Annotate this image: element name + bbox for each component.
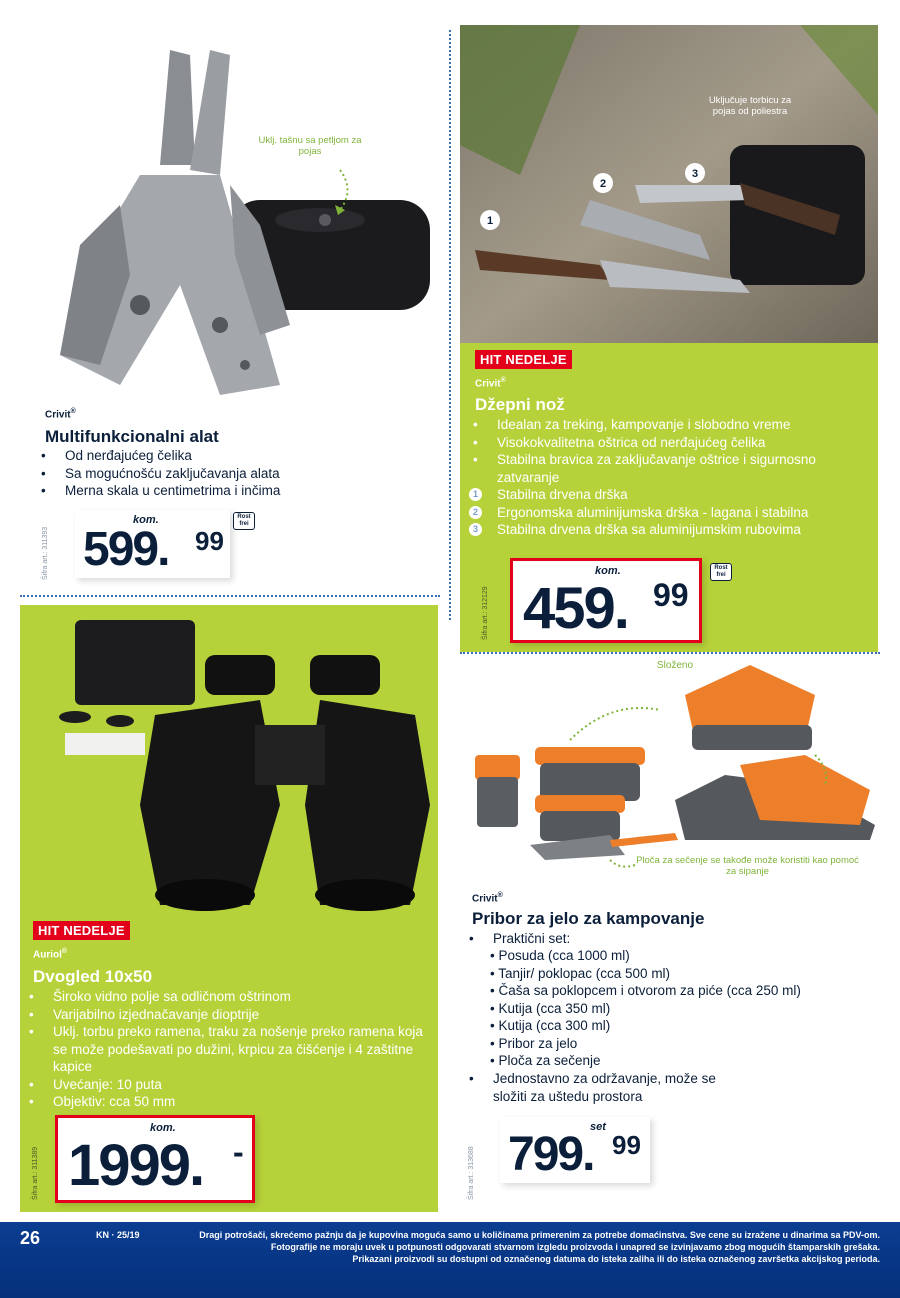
disclaimer-line: Prikazani proizvodi su dostupni od označenog datuma do isteka zaliha ili do isteka označenog završetka akcijskog perioda. <box>352 1254 880 1264</box>
binoculars-title: Dvogled 10x50 <box>33 967 153 986</box>
feature-item: • Uklj. torbu preko ramena, traku za nošenje preko ramena koja se može podešavati po dužini, krpicu za čišćenje i 4 zaštitne kapice <box>25 1023 425 1076</box>
cutlery-image <box>460 655 878 880</box>
price-main: 599. <box>83 523 169 576</box>
price-cents: - <box>233 1134 244 1170</box>
horizontal-separator <box>20 595 440 597</box>
cutlery-item: • Tanjir/ poklopac (cca 500 ml) <box>490 965 671 981</box>
rost-frei-badge: Rost frei <box>710 563 732 581</box>
numbered-feature-3: 3 Stabilna drvena drška sa aluminijumskim rubovima <box>469 521 869 539</box>
feature-item: • Merna skala u centimetrima i inčima <box>37 482 437 500</box>
price-unit: kom. <box>150 1122 176 1134</box>
knife-panel <box>460 25 878 652</box>
cutlery-item: • Kutija (cca 300 ml) <box>490 1018 611 1033</box>
multitool-image <box>20 25 440 405</box>
price-main: 799. <box>508 1128 594 1181</box>
price-main: 1999. <box>68 1133 204 1198</box>
cutlery-item: • Ploča za sečenje <box>490 1053 601 1068</box>
price-cents: 99 <box>195 526 224 556</box>
feature-item: • Uvećanje: 10 puta <box>25 1076 425 1094</box>
feature-item: • Varijabilno izjednačavanje dioptrije <box>25 1006 425 1024</box>
vertical-separator <box>449 30 451 620</box>
issue-label: KN · 25/19 <box>96 1230 140 1240</box>
knife-title: Džepni nož <box>475 395 565 414</box>
horizontal-separator-right <box>460 652 880 654</box>
number-badge: 3 <box>469 523 482 536</box>
price-cents: 99 <box>653 577 689 613</box>
disclaimer-line: Fotografije ne moraju uvek u potpunosti odgovarati stvarnom izgledu proizvoda i unapred se izvinjavamo zbog mogućih štamparskih grešaka. <box>270 1242 880 1252</box>
binoculars-features <box>25 988 425 1111</box>
cutlery-price <box>500 1117 650 1183</box>
disclaimer-line: Dragi potrošači, skrećemo pažnju da je kupovina moguća samo u količinama primerenim za potrebe domaćinstva. Sve cene su izražene u dinarima sa PDV-om. <box>199 1230 880 1240</box>
footer-disclaimer <box>160 1229 880 1265</box>
multitool-sku: Šifra art.: 311393 <box>42 526 49 580</box>
multitool-brand: Crivit® <box>45 408 76 421</box>
cutting-board-callout: Ploča za sečenje se takođe može koristiti kao pomoć za sipanje <box>636 855 859 877</box>
cutlery-extra <box>465 1070 735 1105</box>
binoculars-image <box>20 605 438 915</box>
number-badge: 2 <box>469 506 482 519</box>
binoculars-sku: Šifra art.: 311389 <box>32 1146 39 1200</box>
feature-item: • Praktični set: <box>465 930 875 948</box>
binoculars-panel <box>20 605 438 1212</box>
price-unit: kom. <box>133 514 159 526</box>
pouch-callout: Uklj. tašnu sa petljom za pojas <box>258 135 362 157</box>
cutlery-features <box>465 930 875 948</box>
feature-item: • Sa mogućnošću zaključavanja alata <box>37 465 437 483</box>
pouch-callout-arrow <box>320 165 360 215</box>
knife-features <box>469 416 869 539</box>
rost-frei-badge: Rost frei <box>233 512 255 530</box>
cutlery-item: • Posuda (cca 1000 ml) <box>490 948 630 963</box>
feature-item: • Jednostavno za održavanje, može se složiti za uštedu prostora <box>465 1070 735 1105</box>
feature-item: • Objektiv: cca 50 mm <box>25 1093 425 1111</box>
price-cents: 99 <box>612 1130 641 1160</box>
cutlery-brand: Crivit® <box>472 892 503 905</box>
page-number: 26 <box>20 1228 41 1248</box>
svg-text:3: 3 <box>691 168 699 180</box>
folded-callout: Složeno <box>656 660 694 671</box>
cutlery-items <box>490 947 875 1070</box>
feature-item: • Od nerđajućeg čelika <box>37 447 437 465</box>
multitool-panel <box>20 25 440 590</box>
price-unit: set <box>590 1121 606 1133</box>
multitool-title: Multifunkcionalni alat <box>45 427 219 446</box>
binoculars-brand: Auriol® <box>33 948 68 961</box>
svg-text:2: 2 <box>599 178 607 190</box>
knife-image <box>460 25 878 343</box>
knife-hit-label: HIT NEDELJE <box>475 350 572 369</box>
cutlery-sku: Šifra art.: 313688 <box>468 1146 475 1200</box>
knife-price <box>510 558 702 643</box>
multitool-price <box>75 510 230 578</box>
feature-item: • Široko vidno polje sa odličnom oštrinom <box>25 988 425 1006</box>
cutlery-item: • Čaša sa poklopcem i otvorom za piće (cca 250 ml) <box>490 983 801 998</box>
knife-brand: Crivit® <box>475 377 506 390</box>
multitool-features <box>37 447 437 500</box>
belt-pouch-callout: Uključuje torbicu za pojas od poliestra <box>708 95 792 117</box>
binoculars-price <box>55 1115 255 1203</box>
number-badge: 1 <box>469 488 482 501</box>
cutlery-item: • Kutija (cca 350 ml) <box>490 1000 611 1016</box>
svg-text:1: 1 <box>486 215 494 227</box>
cutlery-title: Pribor za jelo za kampovanje <box>472 909 705 928</box>
cutlery-item: • Pribor za jelo <box>490 1035 578 1051</box>
price-main: 459. <box>523 576 628 641</box>
feature-item: • Visokokvalitetna oštrica od nerđajućeg čelika <box>469 434 869 452</box>
feature-item: • Idealan za treking, kampovanje i slobodno vreme <box>469 416 869 434</box>
knife-sku: Šifra art.: 312129 <box>482 586 489 640</box>
price-unit: kom. <box>595 565 621 577</box>
numbered-feature-2: 2 Ergonomska aluminijumska drška - lagana i stabilna <box>469 504 869 522</box>
cutlery-panel <box>460 655 878 1212</box>
numbered-feature-1: 1 Stabilna drvena drška <box>469 486 869 504</box>
binoculars-hit-label: HIT NEDELJE <box>33 921 130 940</box>
feature-item: • Stabilna bravica za zaključavanje oštrice i sigurnosno zatvaranje <box>469 451 869 486</box>
